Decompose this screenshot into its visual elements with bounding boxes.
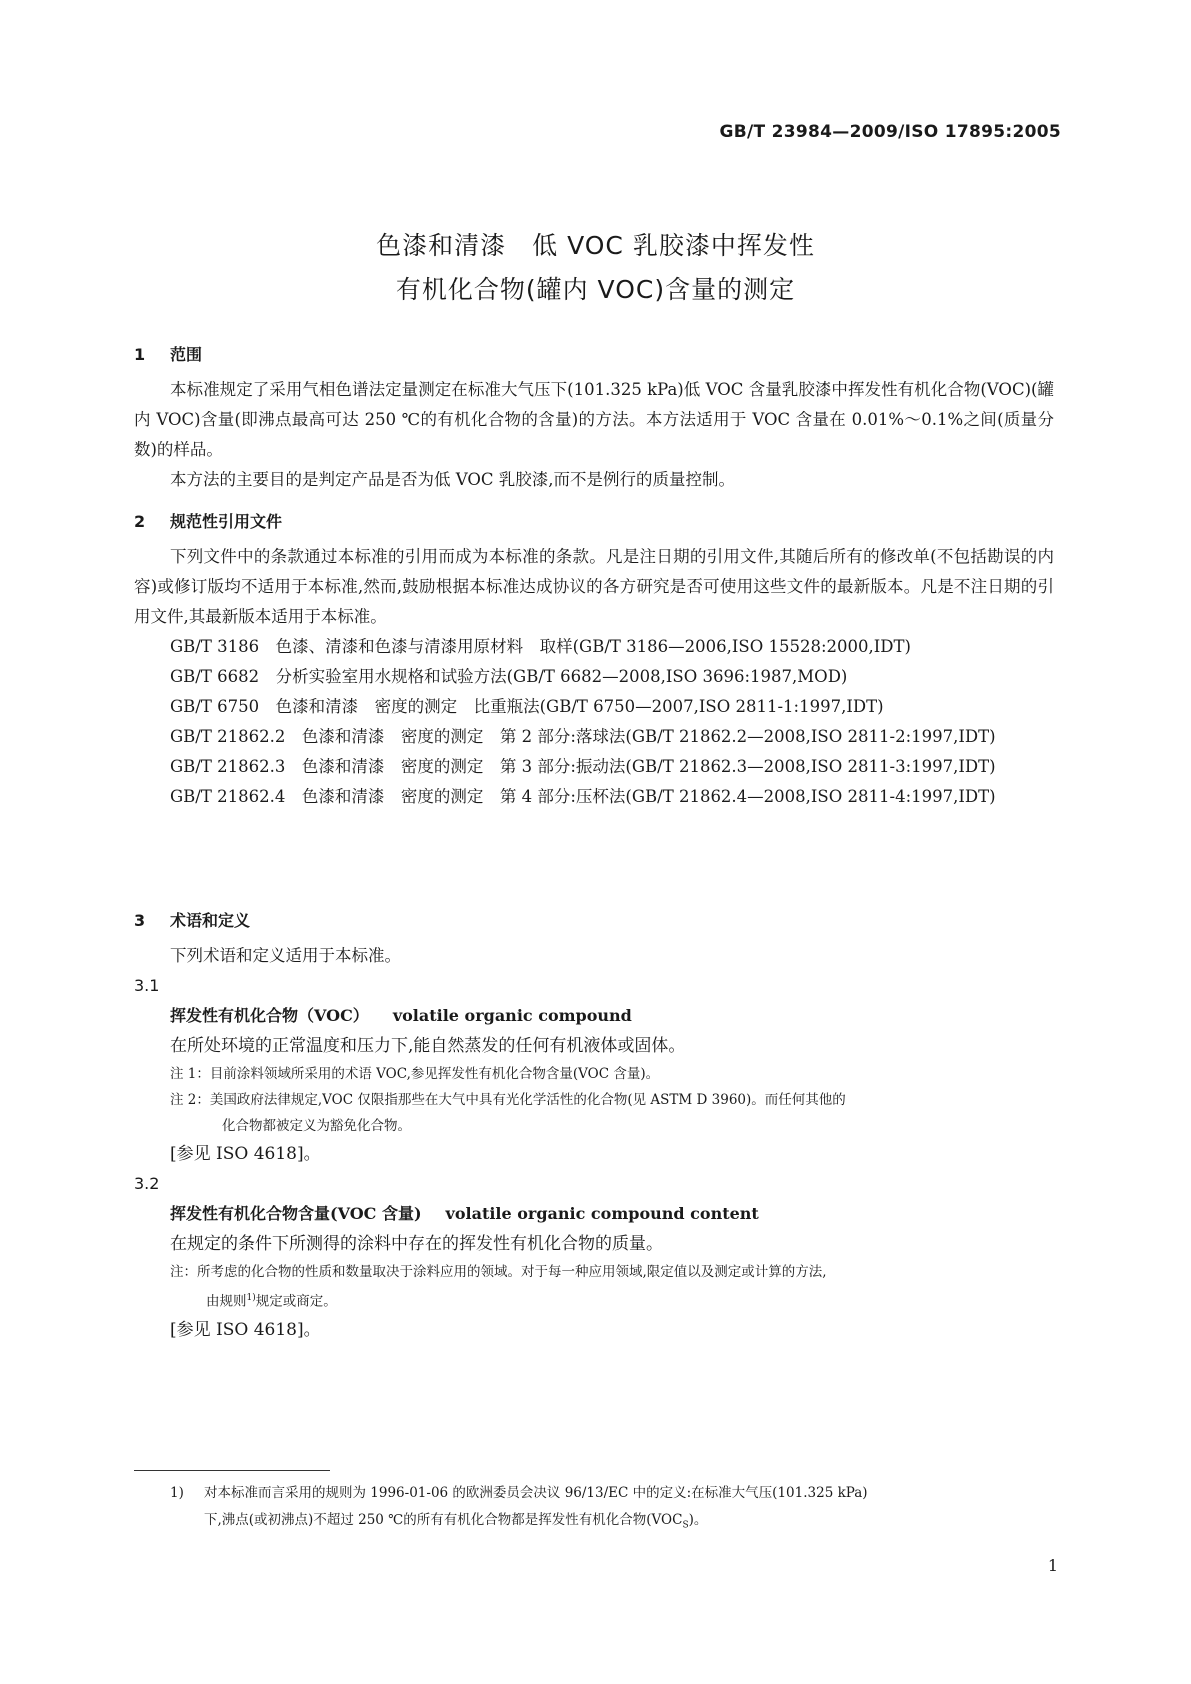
section-normative-references [134,509,1054,812]
section-title: 规范性引用文件 [170,512,283,531]
reference-item: GB/T 21862.4 色漆和清漆 密度的测定 第 4 部分:压杯法(GB/T 21862.4—2008,ISO 2811-4:1997,IDT) [170,787,996,806]
footnote-ref[interactable]: 1) [246,1293,256,1303]
document-title [0,224,1191,312]
section-number: 3 [134,911,146,930]
note-2-line-1: 注 2：美国政府法律规定,VOC 仅限指那些在大气中具有光化学活性的化合物(见 ASTM D 3960)。而任何其他的 [170,1092,846,1108]
term-english: volatile organic compound content [445,1204,759,1223]
footnote [170,1480,1060,1540]
title-line-1: 色漆和清漆 低 VOC 乳胶漆中挥发性 [376,231,815,260]
title-line-2: 有机化合物(罐内 VOC)含量的测定 [395,275,796,304]
footnote-line-2-text: 下,沸点(或初沸点)不超过 250 ℃的所有有机化合物都是挥发性有机化合物(VOC [204,1512,683,1528]
note [134,1259,1054,1315]
section-number: 2 [134,512,146,531]
footnote-divider [134,1470,330,1471]
see-also: [参见 ISO 4618]。 [170,1144,321,1164]
reference-item: GB/T 3186 色漆、清漆和色漆与清漆用原材料 取样(GB/T 3186—2006,ISO 15528:2000,IDT) [170,637,911,656]
clause-3-1 [134,971,1054,1169]
note-line-2-text: 由规则 [206,1293,247,1310]
section-terms-definitions [134,908,1054,1345]
term-entry [134,1001,1054,1031]
clause-number: 3.2 [134,1174,160,1193]
note-1: 注 1：目前涂料领域所采用的术语 VOC,参见挥发性有机化合物含量(VOC 含量)。 [170,1066,660,1082]
page-number: 1 [1047,1556,1058,1575]
note-line-2 [170,1285,1054,1315]
standard-id: GB/T 23984—2009/ISO 17895:2005 [719,122,1061,142]
note-2-line-2: 化合物都被定义为豁免化合物。 [222,1118,411,1134]
footnote-mark: 1) [170,1485,184,1501]
term-chinese: 挥发性有机化合物（VOC） [170,1006,369,1025]
reference-item: GB/T 21862.2 色漆和清漆 密度的测定 第 2 部分:落球法(GB/T 21862.2—2008,ISO 2811-2:1997,IDT) [170,727,996,746]
paragraph: 下列术语和定义适用于本标准。 [170,946,401,965]
footnote-line-2-end: )。 [688,1512,708,1528]
footnote-line-2 [170,1507,1060,1540]
paragraph: 下列文件中的条款通过本标准的引用而成为本标准的条款。凡是注日期的引用文件,其随后所有的修改单(不包括勘误的内容)或修订版均不适用于本标准,然而,鼓励根据本标准达成协议的各方研究是否可使用这些文件的最新版本。凡是不注日期的引用文件,其最新版本适用于本标准。 [134,547,1054,626]
footnote-line-1: 对本标准而言采用的规则为 1996-01-06 的欧洲委员会决议 96/13/EC 中的定义:在标准大气压(101.325 kPa) [204,1485,868,1501]
note-line-1: 注：所考虑的化合物的性质和数量取决于涂料应用的领域。对于每一种应用领域,限定值以及测定或计算的方法, [170,1264,827,1280]
note-2 [134,1087,1054,1139]
section-heading [134,908,1054,931]
term-definition: 在所处环境的正常温度和压力下,能自然蒸发的任何有机液体或固体。 [170,1036,686,1056]
reference-item: GB/T 6750 色漆和清漆 密度的测定 比重瓶法(GB/T 6750—2007,ISO 2811-1:1997,IDT) [170,697,884,716]
term-definition: 在规定的条件下所测得的涂料中存在的挥发性有机化合物的质量。 [170,1234,663,1254]
note-line-2-end: 规定或商定。 [255,1293,337,1310]
clause-3-2 [134,1169,1054,1345]
section-title: 范围 [170,345,203,364]
section-heading [134,509,1054,532]
term-entry [134,1199,1054,1229]
paragraph: 本方法的主要目的是判定产品是否为低 VOC 乳胶漆,而不是例行的质量控制。 [170,470,736,489]
see-also: [参见 ISO 4618]。 [170,1319,321,1340]
reference-item: GB/T 21862.3 色漆和清漆 密度的测定 第 3 部分:振动法(GB/T 21862.3—2008,ISO 2811-3:1997,IDT) [170,757,996,776]
section-scope [134,342,1054,495]
section-title: 术语和定义 [170,911,251,930]
section-heading [134,342,1054,365]
clause-number: 3.1 [134,976,160,995]
footnote-subscript: S [682,1520,689,1531]
paragraph: 本标准规定了采用气相色谱法定量测定在标准大气压下(101.325 kPa)低 VOC 含量乳胶漆中挥发性有机化合物(VOC)(罐内 VOC)含量(即沸点最高可达 250 ℃的有机化合物的含量)的方法。本方法适用于 VOC 含量在 0.01%～0.1%之间(质量分数)的样品。 [134,380,1054,459]
term-english: volatile organic compound [392,1006,632,1025]
reference-item: GB/T 6682 分析实验室用水规格和试验方法(GB/T 6682—2008,ISO 3696:1987,MOD) [170,667,848,686]
term-chinese: 挥发性有机化合物含量(VOC 含量) [170,1204,422,1223]
section-number: 1 [134,345,146,364]
